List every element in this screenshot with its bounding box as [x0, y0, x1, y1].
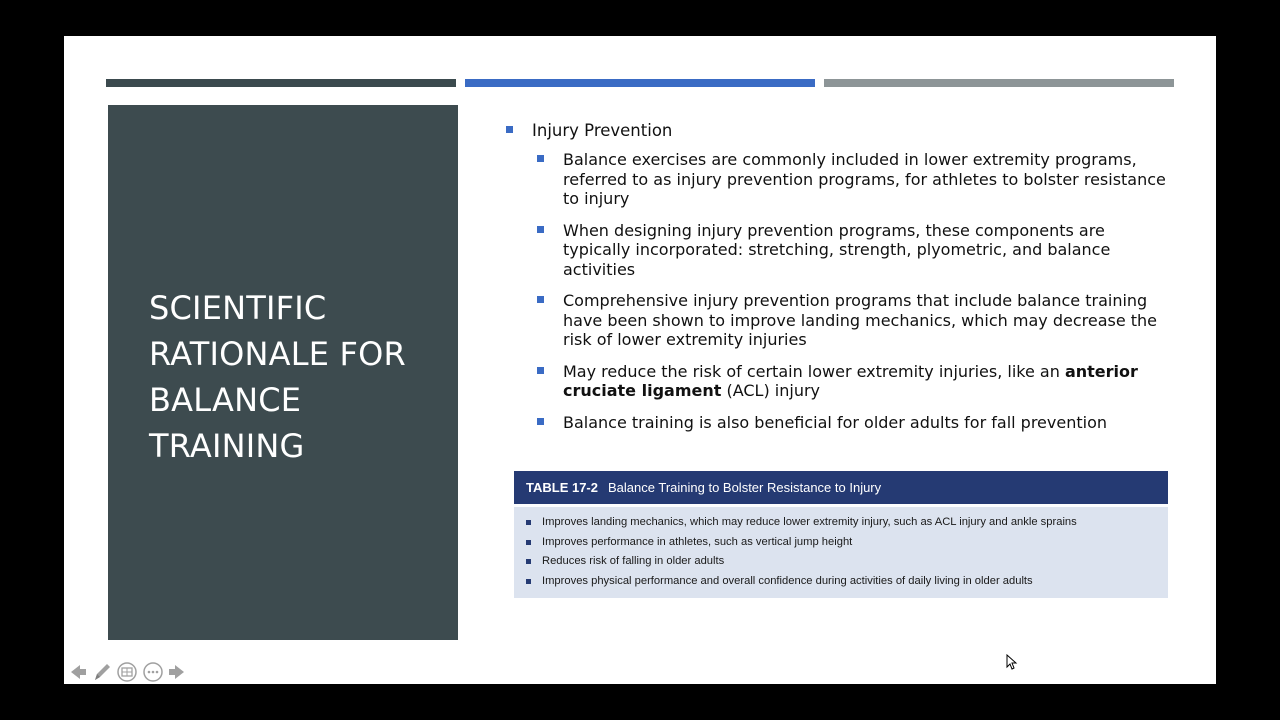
table-row-text: Improves physical performance and overall confidence during activities of daily living in older adults — [542, 574, 1033, 587]
main-bullet — [504, 120, 1174, 142]
title-panel — [108, 105, 458, 640]
table-row-text: Improves landing mechanics, which may reduce lower extremity injury, such as ACL injury and ankle sprains — [542, 516, 1077, 528]
arrow-right-icon[interactable] — [167, 661, 189, 683]
square-bullet-icon — [506, 126, 513, 133]
sub-bullet-text: (ACL) injury — [721, 381, 821, 400]
sub-bullet-text: Balance training is also beneficial for older adults for fall prevention — [563, 412, 1107, 432]
table-row-text: Reduces risk of falling in older adults — [542, 555, 725, 567]
table-row — [526, 513, 1168, 533]
sub-bullet — [535, 150, 1174, 209]
table-caption: Balance Training to Bolster Resistance to Injury — [608, 480, 882, 495]
table-row — [526, 533, 1168, 553]
sub-bullet — [535, 362, 1174, 401]
top-bar-blue — [465, 79, 815, 87]
table-number: TABLE 17-2 — [526, 480, 598, 495]
table-row-text: Improves performance in athletes, such as vertical jump height — [542, 535, 853, 548]
slide-title: SCIENTIFIC RATIONALE FOR BALANCE TRAINING — [149, 289, 406, 465]
table-row — [526, 552, 1168, 572]
sub-bullet-text: Balance exercises are commonly included in lower extremity programs, referred to as injury prevention programs, for athletes to bolster resistance to injury — [563, 150, 1166, 208]
square-bullet-icon — [537, 155, 544, 162]
top-bar-gray — [824, 79, 1174, 87]
table-rows — [514, 507, 1168, 591]
table-header — [514, 471, 1168, 504]
pen-icon[interactable] — [91, 661, 113, 683]
sub-bullet — [535, 413, 1174, 433]
slideshow-controls — [64, 658, 204, 684]
square-bullet-icon — [526, 579, 531, 584]
square-bullet-icon — [526, 540, 531, 545]
bold-term: anterior cruciate ligament — [563, 361, 1138, 400]
sub-bullet-text: Comprehensive injury prevention programs that include balance training have been shown to improve landing mechanics, which may decrease the risk of lower extremity injuries — [563, 291, 1158, 349]
table-divider — [514, 504, 1168, 507]
main-bullet-text: Injury Prevention — [532, 121, 673, 140]
sub-bullet-text: May reduce the risk of certain lower extremity injuries, like an — [563, 361, 1065, 381]
bullet-content — [504, 120, 1174, 444]
square-bullet-icon — [526, 520, 531, 525]
slide — [64, 36, 1216, 684]
table-row — [526, 572, 1168, 592]
square-bullet-icon — [537, 418, 544, 425]
sub-bullet — [535, 291, 1174, 350]
square-bullet-icon — [526, 559, 531, 564]
sub-bullet — [535, 221, 1174, 280]
more-icon[interactable] — [142, 661, 164, 683]
square-bullet-icon — [537, 226, 544, 233]
sub-bullet-text: When designing injury prevention programs, these components are typically incorporated: stretching, strength, plyometric, and balance activities — [563, 220, 1111, 279]
mouse-cursor-icon — [1006, 654, 1018, 670]
top-bar-dark — [106, 79, 456, 87]
square-bullet-icon — [537, 367, 544, 374]
square-bullet-icon — [537, 296, 544, 303]
slides-icon[interactable] — [116, 661, 138, 683]
arrow-left-icon[interactable] — [66, 661, 88, 683]
table-17-2 — [514, 471, 1168, 598]
